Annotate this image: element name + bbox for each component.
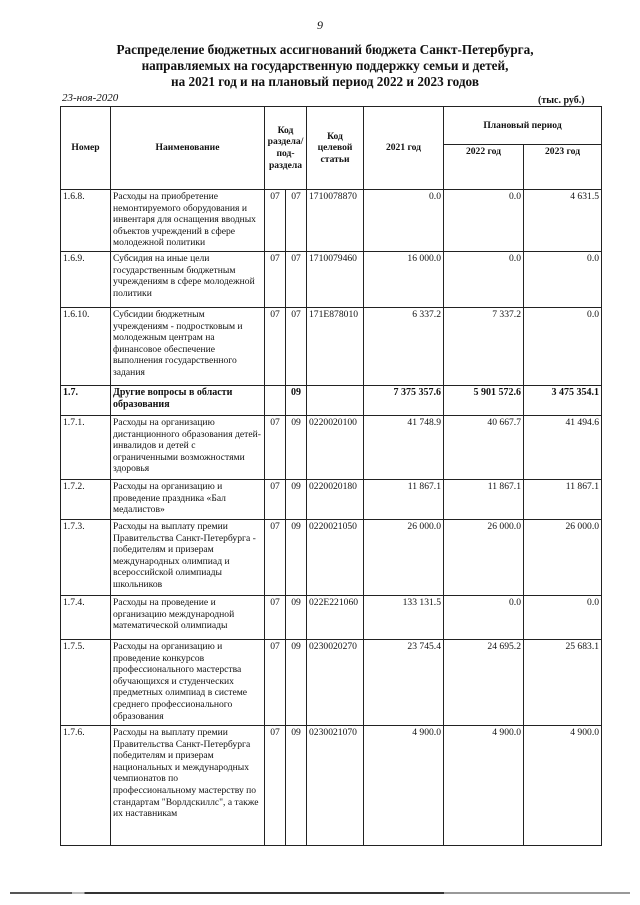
row-amount-2022: 26 000.0	[444, 520, 524, 596]
row-target-code: 171E878010	[307, 308, 364, 386]
row-amount-2023: 0.0	[524, 308, 602, 386]
table-row	[61, 308, 602, 386]
document-date: 23-ноя-2020	[62, 92, 119, 104]
row-subsection: 07	[286, 308, 307, 386]
title-line-1: Распределение бюджетных ассигнований бюджета Санкт-Петербурга,	[116, 42, 534, 57]
row-section: 07	[265, 416, 286, 480]
row-amount-2021: 41 748.9	[364, 416, 444, 480]
row-amount-2023: 0.0	[524, 252, 602, 308]
title-line-3: на 2021 год и на плановый период 2022 и 2023 годов	[171, 74, 479, 89]
row-number: 1.7.4.	[61, 596, 111, 640]
table-row	[61, 386, 602, 416]
row-amount-2021: 133 131.5	[364, 596, 444, 640]
row-section: 07	[265, 520, 286, 596]
page-number: 9	[317, 18, 323, 32]
table-row	[61, 416, 602, 480]
header-target-code: Код целевой статьи	[307, 107, 364, 190]
row-amount-2021: 23 745.4	[364, 640, 444, 726]
header-planned-period: Плановый период	[444, 107, 602, 145]
row-name: Расходы на организацию дистанционного образования детей-инвалидов и детей с ограниченными возможностями здоровья	[111, 416, 265, 480]
header-2022: 2022 год	[444, 145, 524, 190]
title-line-2: направляемых на государственную поддержку семьи и детей,	[141, 58, 509, 73]
row-section: 07	[265, 308, 286, 386]
row-name: Расходы на проведение и организацию международной математической олимпиады	[111, 596, 265, 640]
row-section: 07	[265, 596, 286, 640]
table-row	[61, 640, 602, 726]
row-amount-2023: 4 900.0	[524, 726, 602, 846]
row-amount-2021: 4 900.0	[364, 726, 444, 846]
row-target-code: 0230020270	[307, 640, 364, 726]
row-subsection: 09	[286, 520, 307, 596]
row-target-code	[307, 386, 364, 416]
row-number: 1.7.	[61, 386, 111, 416]
row-section: 07	[265, 480, 286, 520]
row-amount-2023: 11 867.1	[524, 480, 602, 520]
row-section	[265, 386, 286, 416]
row-target-code: 0220021050	[307, 520, 364, 596]
row-subsection: 07	[286, 190, 307, 252]
table-row	[61, 480, 602, 520]
row-target-code: 0230021070	[307, 726, 364, 846]
row-target-code: 022E221060	[307, 596, 364, 640]
scan-edge-line	[10, 892, 630, 894]
row-amount-2023: 4 631.5	[524, 190, 602, 252]
table-row	[61, 596, 602, 640]
row-amount-2021: 6 337.2	[364, 308, 444, 386]
document-title	[80, 42, 570, 90]
row-name: Расходы на выплату премии Правительства Санкт-Петербурга победителям и призерам национальных и международных чемпионатов по профессиональному мастерству по стандартам "Ворлдскиллс", а также их наставникам	[111, 726, 265, 846]
row-name: Расходы на выплату премии Правительства Санкт-Петербурга - победителям и призерам международных олимпиад и всероссийской олимпиады школьников	[111, 520, 265, 596]
row-amount-2023: 25 683.1	[524, 640, 602, 726]
row-amount-2022: 24 695.2	[444, 640, 524, 726]
row-subsection: 09	[286, 640, 307, 726]
row-amount-2021: 7 375 357.6	[364, 386, 444, 416]
row-section: 07	[265, 726, 286, 846]
row-amount-2021: 0.0	[364, 190, 444, 252]
row-amount-2022: 40 667.7	[444, 416, 524, 480]
row-subsection: 09	[286, 726, 307, 846]
row-amount-2022: 11 867.1	[444, 480, 524, 520]
row-amount-2021: 11 867.1	[364, 480, 444, 520]
table-body	[61, 190, 602, 846]
row-amount-2022: 0.0	[444, 252, 524, 308]
table-row	[61, 726, 602, 846]
table-row	[61, 520, 602, 596]
row-subsection: 09	[286, 596, 307, 640]
row-subsection: 07	[286, 252, 307, 308]
header-section-code: Код раздела/ под-раздела	[265, 107, 307, 190]
row-section: 07	[265, 640, 286, 726]
row-subsection: 09	[286, 416, 307, 480]
row-number: 1.7.5.	[61, 640, 111, 726]
row-number: 1.7.1.	[61, 416, 111, 480]
row-name: Другие вопросы в области образования	[111, 386, 265, 416]
header-name: Наименование	[111, 107, 265, 190]
row-target-code: 1710079460	[307, 252, 364, 308]
header-2021: 2021 год	[364, 107, 444, 190]
row-amount-2022: 4 900.0	[444, 726, 524, 846]
row-section: 07	[265, 252, 286, 308]
row-number: 1.6.9.	[61, 252, 111, 308]
budget-table	[60, 106, 602, 846]
row-number: 1.7.2.	[61, 480, 111, 520]
header-number: Номер	[61, 107, 111, 190]
row-subsection: 09	[286, 480, 307, 520]
row-number: 1.7.3.	[61, 520, 111, 596]
row-amount-2021: 26 000.0	[364, 520, 444, 596]
row-amount-2023: 41 494.6	[524, 416, 602, 480]
table-row	[61, 190, 602, 252]
row-name: Субсидии бюджетным учреждениям - подростковым и молодежным центрам на финансовое обеспечение выполнения государственного задания	[111, 308, 265, 386]
row-amount-2022: 5 901 572.6	[444, 386, 524, 416]
header-2023: 2023 год	[524, 145, 602, 190]
row-number: 1.6.10.	[61, 308, 111, 386]
row-name: Расходы на организацию и проведение конкурсов профессионального мастерства обучающихся и студенческих предметных олимпиад в системе среднего профессионального образования	[111, 640, 265, 726]
row-target-code: 1710078870	[307, 190, 364, 252]
row-target-code: 0220020100	[307, 416, 364, 480]
row-amount-2022: 0.0	[444, 190, 524, 252]
row-amount-2022: 7 337.2	[444, 308, 524, 386]
row-name: Субсидия на иные цели государственным бюджетным учреждениям в сфере молодежной политики	[111, 252, 265, 308]
row-number: 1.7.6.	[61, 726, 111, 846]
row-target-code: 0220020180	[307, 480, 364, 520]
row-amount-2023: 3 475 354.1	[524, 386, 602, 416]
units-label: (тыс. руб.)	[538, 95, 585, 106]
row-amount-2023: 26 000.0	[524, 520, 602, 596]
row-amount-2023: 0.0	[524, 596, 602, 640]
table-row	[61, 252, 602, 308]
row-subsection: 09	[286, 386, 307, 416]
row-section: 07	[265, 190, 286, 252]
row-amount-2021: 16 000.0	[364, 252, 444, 308]
row-name: Расходы на организацию и проведение праздника «Бал медалистов»	[111, 480, 265, 520]
row-amount-2022: 0.0	[444, 596, 524, 640]
row-name: Расходы на приобретение немонтируемого оборудования и инвентаря для оснащения вводных объектов учреждений в сфере молодежной политики	[111, 190, 265, 252]
row-number: 1.6.8.	[61, 190, 111, 252]
